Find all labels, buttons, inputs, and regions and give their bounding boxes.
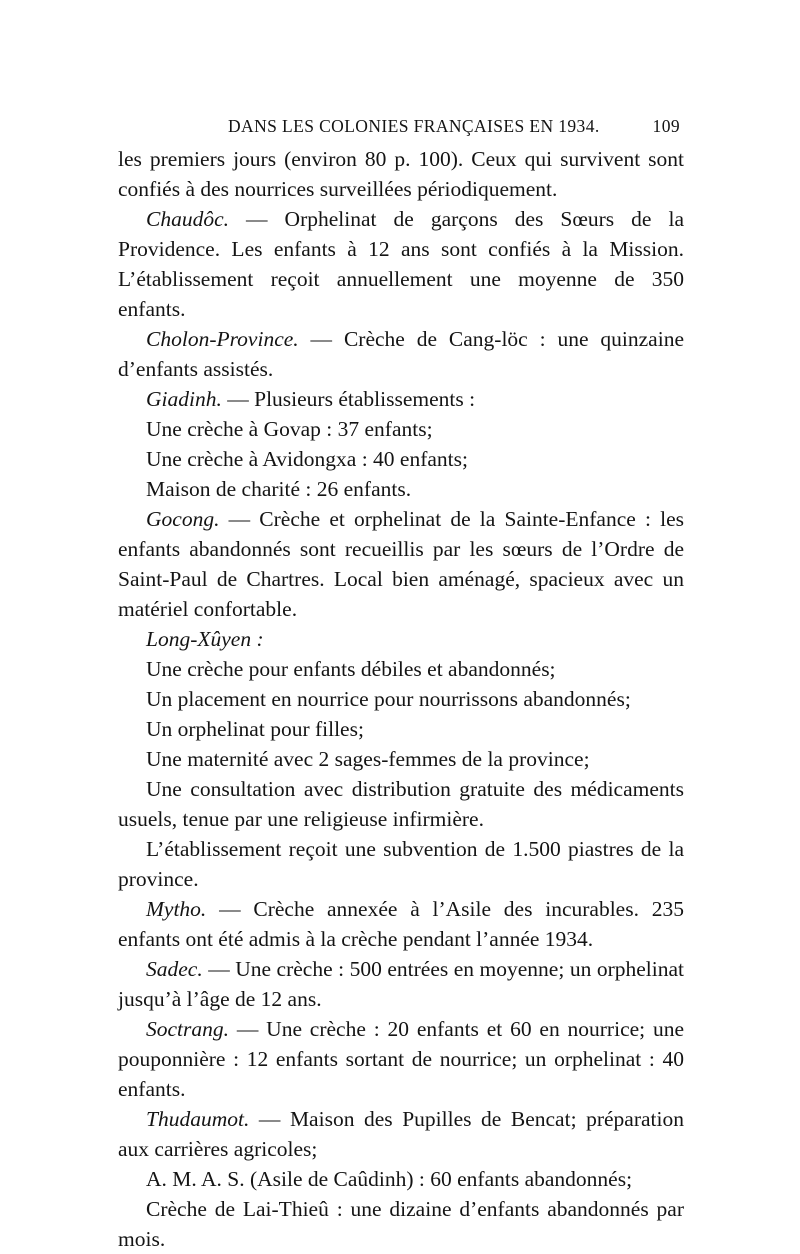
paragraph-text: — Crèche de Cang-löc : une quinzaine d’enfants assistés. — [118, 327, 684, 381]
paragraph — [118, 954, 684, 1014]
paragraph — [118, 384, 684, 414]
paragraph-text: — Crèche et orphelinat de la Sainte-Enfance : les enfants abandonnés sont recueillis par les sœurs de l’Ordre de Saint-Paul de Chartres. Local bien aménagé, spacieux avec un matériel confortable. — [118, 507, 684, 621]
place-name: Sadec. — [146, 957, 203, 981]
paragraph — [118, 1014, 684, 1104]
paragraph — [118, 834, 684, 894]
list-item-text: Une maternité avec 2 sages-femmes de la province; — [146, 747, 590, 771]
running-head-title: DANS LES COLONIES FRANÇAISES EN 1934. — [228, 116, 600, 136]
list-item-text: Une crèche à Govap : 37 enfants; — [146, 417, 433, 441]
list-item-text: A. M. A. S. (Asile de Caûdinh) : 60 enfants abandonnés; — [146, 1167, 633, 1191]
paragraph — [118, 204, 684, 324]
paragraph — [118, 504, 684, 624]
list-item — [118, 714, 684, 744]
page-number: 109 — [652, 116, 680, 136]
place-name: Giadinh. — [146, 387, 222, 411]
place-name: Thudaumot. — [146, 1107, 250, 1131]
paragraph — [118, 1104, 684, 1164]
paragraph — [118, 1194, 684, 1254]
list-item — [118, 744, 684, 774]
paragraph — [118, 774, 684, 834]
paragraph-text: Une consultation avec distribution gratuite des médicaments usuels, tenue par une religieuse infirmière. — [118, 777, 684, 831]
list-item — [118, 414, 684, 444]
paragraph-text: — Une crèche : 20 enfants et 60 en nourrice; une pouponnière : 12 enfants sortant de nourrice; un orphelinat : 40 enfants. — [118, 1017, 684, 1101]
paragraph — [118, 144, 684, 204]
paragraph-text: — Orphelinat de garçons des Sœurs de la Providence. Les enfants à 12 ans sont confiés à la Mission. L’établissement reçoit annuellement une moyenne de 350 enfants. — [118, 207, 684, 321]
body-text — [118, 144, 684, 1254]
list-item-text: Un placement en nourrice pour nourrissons abandonnés; — [146, 687, 631, 711]
list-item-text: Une crèche à Avidongxa : 40 enfants; — [146, 447, 468, 471]
paragraph — [118, 324, 684, 384]
paragraph-text: les premiers jours (environ 80 p. 100). Ceux qui survivent sont confiés à des nourrices surveillées périodiquement. — [118, 147, 684, 201]
list-item — [118, 1164, 684, 1194]
list-item-text: Maison de charité : 26 enfants. — [146, 477, 412, 501]
paragraph-text: — Plusieurs établissements : — [221, 387, 476, 411]
running-head — [118, 116, 684, 142]
list-item — [118, 654, 684, 684]
paragraph-text: — Une crèche : 500 entrées en moyenne; un orphelinat jusqu’à l’âge de 12 ans. — [118, 957, 684, 1011]
list-item — [118, 444, 684, 474]
list-item — [118, 474, 684, 504]
list-item-text: Un orphelinat pour filles; — [146, 717, 364, 741]
place-name: Gocong. — [146, 507, 220, 531]
paragraph-text: — Maison des Pupilles de Bencat; préparation aux carrières agricoles; — [118, 1107, 684, 1161]
paragraph — [118, 894, 684, 954]
place-name: Mytho. — [146, 897, 207, 921]
place-name: Long-Xûyen : — [146, 627, 264, 651]
paragraph-text: L’établissement reçoit une subvention de 1.500 piastres de la province. — [118, 837, 684, 891]
paragraph — [118, 624, 684, 654]
list-item-text: Une crèche pour enfants débiles et abandonnés; — [146, 657, 556, 681]
place-name: Soctrang. — [146, 1017, 230, 1041]
place-name: Cholon-Province. — [146, 327, 299, 351]
list-item — [118, 684, 684, 714]
paragraph-text: — Crèche annexée à l’Asile des incurables. 235 enfants ont été admis à la crèche pendant l’année 1934. — [118, 897, 684, 951]
paragraph-text: Crèche de Lai-Thieû : une dizaine d’enfants abandonnés par mois. — [118, 1197, 684, 1251]
place-name: Chaudôc. — [146, 207, 230, 231]
